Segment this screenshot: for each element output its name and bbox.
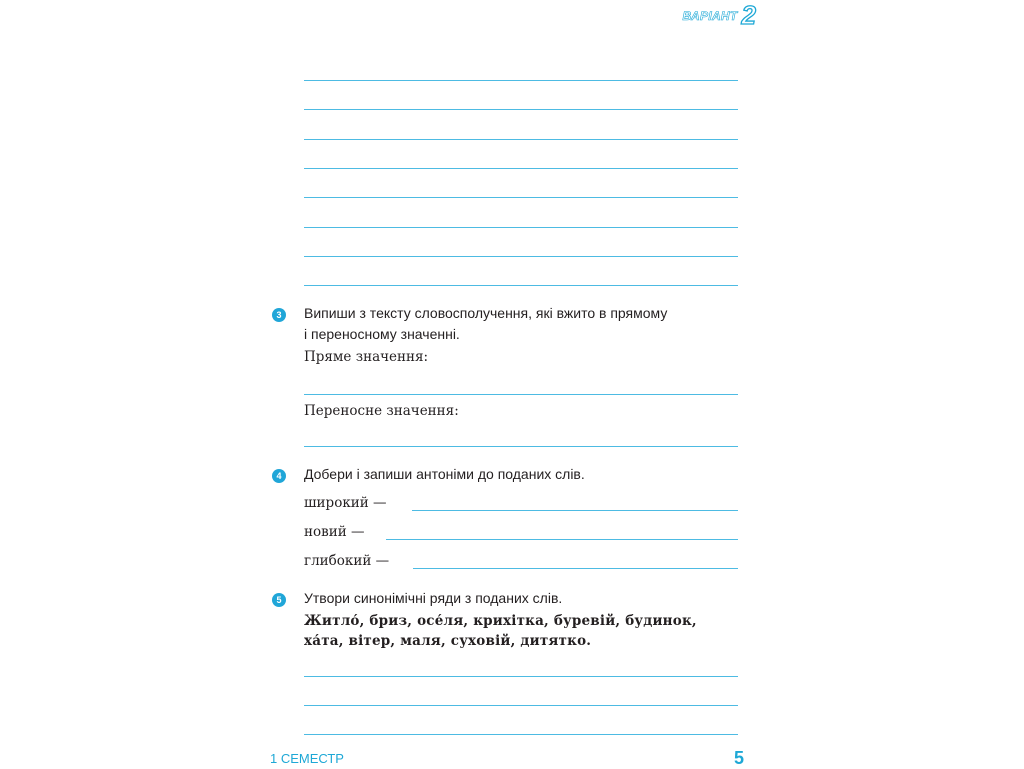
task5-words-line1: Житло́, бриз, осе́ля, крихітка, буревій, будинок,: [304, 613, 697, 629]
writing-line[interactable]: [304, 705, 738, 706]
figurative-meaning-label: Переносне значення:: [304, 403, 459, 419]
antonym-answer-line[interactable]: [412, 510, 738, 511]
variant-header: [683, 2, 756, 28]
writing-line[interactable]: [304, 676, 738, 677]
task-number-5: 5: [272, 593, 286, 607]
writing-line[interactable]: [304, 285, 738, 286]
semester-label: 1 СЕМЕСТР: [270, 751, 344, 766]
writing-line[interactable]: [304, 109, 738, 110]
writing-line[interactable]: [304, 256, 738, 257]
task5-instruction: Утвори синонімічні ряди з поданих слів.: [304, 590, 563, 606]
writing-line[interactable]: [304, 197, 738, 198]
task3-instruction-line1: Випиши з тексту словосполучення, які вжито в прямому: [304, 305, 668, 321]
page-number: 5: [733, 748, 744, 768]
direct-meaning-label: Пряме значення:: [304, 349, 429, 365]
antonym-answer-line[interactable]: [386, 539, 738, 540]
task3-instruction-line2: і переносному значенні.: [304, 326, 460, 342]
figurative-meaning-line[interactable]: [304, 446, 738, 447]
antonym-word-hlybokyi: глибокий —: [304, 553, 390, 569]
task4-instruction: Добери і запиши антоніми до поданих слів.: [304, 466, 585, 482]
writing-line[interactable]: [304, 734, 738, 735]
workbook-page: [264, 0, 760, 768]
direct-meaning-line[interactable]: [304, 394, 738, 395]
variant-number: 2: [741, 0, 756, 30]
task-number-3: 3: [272, 308, 286, 322]
writing-line[interactable]: [304, 168, 738, 169]
variant-label: ВАРІАНТ: [682, 9, 738, 23]
writing-line[interactable]: [304, 80, 738, 81]
left-margin: [0, 0, 264, 768]
antonym-word-shyrokyi: широкий —: [304, 495, 387, 511]
task-number-4: 4: [272, 469, 286, 483]
right-margin: [760, 0, 1024, 768]
writing-line[interactable]: [304, 227, 738, 228]
antonym-answer-line[interactable]: [413, 568, 738, 569]
antonym-word-novyi: новий —: [304, 524, 365, 540]
writing-line[interactable]: [304, 139, 738, 140]
task5-words-line2: ха́та, вітер, маля, суховій, дитятко.: [304, 633, 592, 649]
